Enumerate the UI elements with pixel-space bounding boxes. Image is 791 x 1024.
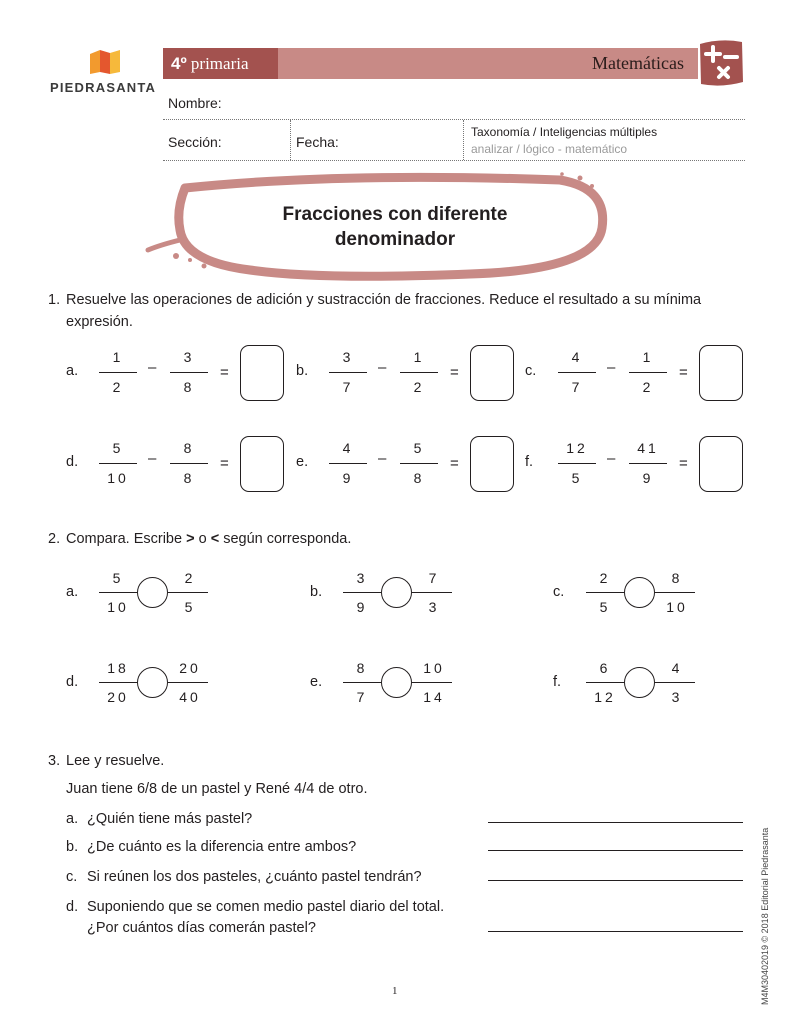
denominator: 2 xyxy=(642,379,654,395)
answer-box[interactable] xyxy=(470,345,514,401)
denominator: 5 xyxy=(599,599,611,615)
question-d-text-2: ¿Por cuántos días comerán pastel? xyxy=(87,920,316,936)
minus-sign: – xyxy=(378,359,387,376)
taxonomy-title: Taxonomía / Inteligencias múltiples xyxy=(471,125,658,139)
equals-sign: = xyxy=(220,455,229,472)
section-1-number: 1. xyxy=(48,292,61,308)
question-d-letter: d. xyxy=(66,899,79,915)
comparison-circle[interactable] xyxy=(624,667,655,698)
equals-sign: = xyxy=(679,455,688,472)
fraction-bar xyxy=(558,372,596,373)
equals-sign: = xyxy=(220,364,229,381)
numerator: 5 xyxy=(112,570,124,586)
comparison-circle[interactable] xyxy=(624,577,655,608)
answer-box[interactable] xyxy=(240,436,284,492)
numerator: 3 xyxy=(356,570,368,586)
numerator: 41 xyxy=(637,440,659,456)
divider xyxy=(163,160,745,161)
answer-line-d[interactable] xyxy=(488,931,743,932)
math-operations-icon xyxy=(697,38,745,88)
numerator: 18 xyxy=(107,660,129,676)
numerator: 8 xyxy=(356,660,368,676)
fraction-bar xyxy=(412,592,452,593)
subject-title: Matemáticas xyxy=(278,48,698,79)
numerator: 1 xyxy=(642,349,654,365)
grade-band xyxy=(163,48,278,79)
numerator: 7 xyxy=(428,570,440,586)
exercise-letter: a. xyxy=(66,363,79,379)
exercise-letter: e. xyxy=(310,674,323,690)
fraction-bar xyxy=(400,372,438,373)
fraction-bar xyxy=(99,592,137,593)
numerator: 5 xyxy=(413,440,425,456)
instruction-text: Compara. Escribe xyxy=(66,531,183,547)
fraction-bar xyxy=(558,463,596,464)
denominator: 12 xyxy=(594,689,616,705)
fraction-bar xyxy=(343,592,381,593)
denominator: 20 xyxy=(107,689,129,705)
answer-line-c[interactable] xyxy=(488,880,743,881)
equals-sign: = xyxy=(450,364,459,381)
denominator: 2 xyxy=(112,379,124,395)
section-1-instruction-2: expresión. xyxy=(66,314,133,330)
exercise-letter: b. xyxy=(310,584,323,600)
fraction-bar xyxy=(99,682,137,683)
exercise-letter: f. xyxy=(525,454,534,470)
less-than-symbol: < xyxy=(210,531,220,547)
fraction-bar xyxy=(586,682,624,683)
denominator: 14 xyxy=(423,689,445,705)
numerator: 5 xyxy=(112,440,124,456)
section-1-instruction: Resuelve las operaciones de adición y sustracción de fracciones. Reduce el resultado a su mínima xyxy=(66,292,702,308)
numerator: 8 xyxy=(671,570,683,586)
section-3-instruction: Lee y resuelve. xyxy=(66,753,165,769)
page-title xyxy=(250,202,540,252)
exercise-letter: e. xyxy=(296,454,309,470)
denominator: 8 xyxy=(183,470,195,486)
fraction-bar xyxy=(655,592,695,593)
denominator: 7 xyxy=(571,379,583,395)
numerator: 4 xyxy=(571,349,583,365)
minus-sign: – xyxy=(607,359,616,376)
question-d-text: Suponiendo que se comen medio pastel diario del total. xyxy=(87,899,445,915)
equals-sign: = xyxy=(679,364,688,381)
question-b-letter: b. xyxy=(66,839,79,855)
fraction-bar xyxy=(170,463,208,464)
fraction-bar xyxy=(168,682,208,683)
section-label: Sección: xyxy=(168,134,222,150)
problem-statement: Juan tiene 6/8 de un pastel y René 4/4 de otro. xyxy=(66,781,368,797)
denominator: 9 xyxy=(642,470,654,486)
page-number: 1 xyxy=(392,985,398,997)
question-a-letter: a. xyxy=(66,811,79,827)
fraction-bar xyxy=(629,463,667,464)
denominator: 10 xyxy=(666,599,688,615)
copyright-side-text: M4M30402019 © 2018 Editorial Piedrasanta xyxy=(760,827,770,1005)
numerator: 1 xyxy=(413,349,425,365)
section-2-instruction xyxy=(66,528,351,550)
answer-box[interactable] xyxy=(699,345,743,401)
denominator: 5 xyxy=(184,599,196,615)
numerator: 6 xyxy=(599,660,611,676)
comparison-circle[interactable] xyxy=(137,667,168,698)
name-label: Nombre: xyxy=(168,95,222,111)
numerator: 8 xyxy=(183,440,195,456)
fraction-bar xyxy=(170,372,208,373)
denominator: 7 xyxy=(342,379,354,395)
title-line-2: denominador xyxy=(334,229,456,250)
denominator: 7 xyxy=(356,689,368,705)
denominator: 9 xyxy=(342,470,354,486)
or-text: o xyxy=(198,531,207,547)
fraction-bar xyxy=(412,682,452,683)
answer-line-a[interactable] xyxy=(488,822,743,823)
denominator: 40 xyxy=(179,689,201,705)
greater-than-symbol: > xyxy=(186,531,195,547)
minus-sign: – xyxy=(378,450,387,467)
section-3-number: 3. xyxy=(48,753,61,769)
minus-sign: – xyxy=(148,359,157,376)
comparison-circle[interactable] xyxy=(381,577,412,608)
numerator: 4 xyxy=(342,440,354,456)
minus-sign: – xyxy=(148,450,157,467)
answer-box[interactable] xyxy=(699,436,743,492)
comparison-circle[interactable] xyxy=(381,667,412,698)
denominator: 8 xyxy=(183,379,195,395)
exercise-letter: c. xyxy=(525,363,537,379)
section-2-number: 2. xyxy=(48,531,61,547)
denominator: 3 xyxy=(428,599,440,615)
title-line-1: Fracciones con diferente xyxy=(282,204,508,225)
fraction-bar xyxy=(400,463,438,464)
denominator: 8 xyxy=(413,470,425,486)
exercise-letter: d. xyxy=(66,454,79,470)
denominator: 9 xyxy=(356,599,368,615)
exercise-letter: c. xyxy=(553,584,565,600)
fraction-bar xyxy=(655,682,695,683)
exercise-letter: b. xyxy=(296,363,309,379)
grade-label: primaria xyxy=(190,54,249,73)
grade-number: 4º xyxy=(171,54,187,73)
question-b-text: ¿De cuánto es la diferencia entre ambos? xyxy=(87,839,357,855)
exercise-letter: a. xyxy=(66,584,79,600)
numerator: 4 xyxy=(671,660,683,676)
fraction-bar xyxy=(329,463,367,464)
denominator: 10 xyxy=(107,599,129,615)
fraction-bar xyxy=(329,372,367,373)
numerator: 20 xyxy=(179,660,201,676)
question-c-text: Si reúnen los dos pasteles, ¿cuánto pastel tendrán? xyxy=(87,869,422,885)
numerator: 2 xyxy=(599,570,611,586)
fraction-bar xyxy=(168,592,208,593)
question-c-letter: c. xyxy=(66,869,78,885)
fraction-bar xyxy=(629,372,667,373)
denominator: 3 xyxy=(671,689,683,705)
name-field[interactable] xyxy=(163,119,745,120)
fraction-bar xyxy=(99,372,137,373)
brand-name: PIEDRASANTA xyxy=(50,80,157,95)
minus-sign: – xyxy=(607,450,616,467)
numerator: 12 xyxy=(566,440,588,456)
taxonomy-values: analizar / lógico - matemático xyxy=(471,142,628,156)
comparison-circle[interactable] xyxy=(137,577,168,608)
denominator: 10 xyxy=(107,470,129,486)
fraction-bar xyxy=(586,592,624,593)
numerator: 2 xyxy=(184,570,196,586)
equals-sign: = xyxy=(450,455,459,472)
answer-box[interactable] xyxy=(240,345,284,401)
numerator: 1 xyxy=(112,349,124,365)
numerator: 3 xyxy=(183,349,195,365)
divider xyxy=(290,120,291,160)
fraction-bar xyxy=(343,682,381,683)
exercise-letter: d. xyxy=(66,674,79,690)
answer-box[interactable] xyxy=(470,436,514,492)
piedrasanta-logo-icon xyxy=(88,48,122,76)
denominator: 2 xyxy=(413,379,425,395)
fraction-bar xyxy=(99,463,137,464)
answer-line-b[interactable] xyxy=(488,850,743,851)
question-a-text: ¿Quién tiene más pastel? xyxy=(87,811,253,827)
exercise-letter: f. xyxy=(553,674,562,690)
denominator: 5 xyxy=(571,470,583,486)
divider xyxy=(463,120,464,160)
date-label: Fecha: xyxy=(296,134,339,150)
numerator: 10 xyxy=(423,660,445,676)
numerator: 3 xyxy=(342,349,354,365)
instruction-text: según corresponda. xyxy=(223,531,352,547)
